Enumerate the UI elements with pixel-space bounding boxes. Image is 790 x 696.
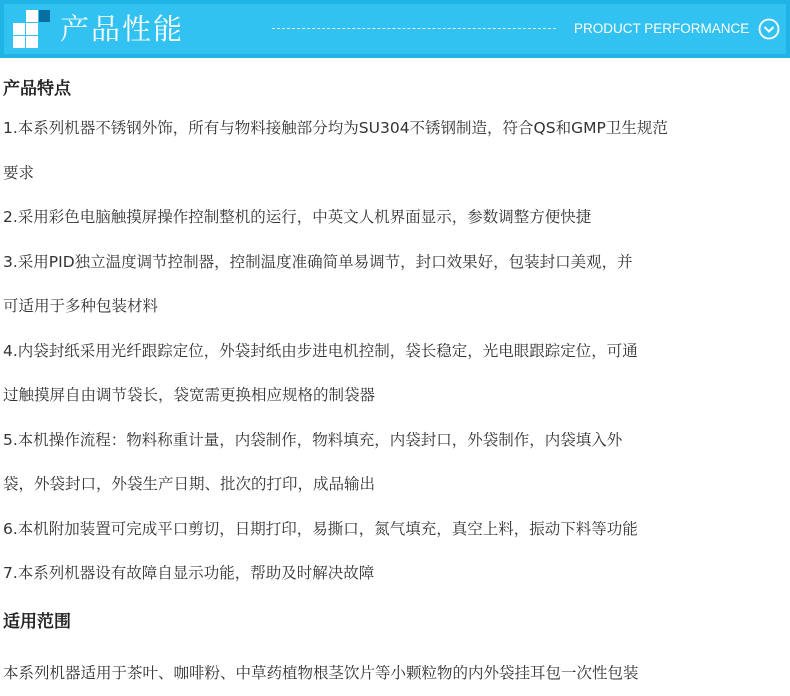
- squares-logo: [12, 10, 50, 48]
- banner-title: 产品性能: [60, 12, 185, 46]
- feature-line: 1.本系列机器不锈钢外饰，所有与物料接触部分均为SU304不锈钢制造，符合QS和GMP卫生规范: [3, 119, 668, 137]
- feature-line: 过触摸屏自由调节袋长，袋宽需更换相应规格的制袋器: [3, 386, 376, 404]
- feature-line: 可适用于多种包装材料: [3, 297, 159, 315]
- chevron-down-circle-icon[interactable]: [758, 18, 780, 40]
- content-area: [3, 72, 789, 696]
- feature-line: 5.本机操作流程：物料称重计量，内袋制作，物料填充，内袋封口，外袋制作，内袋填入外: [3, 430, 623, 449]
- feature-line: 3.采用PID独立温度调节控制器，控制温度准确简单易调节，封口效果好，包装封口美观，并: [3, 252, 633, 271]
- feature-line: 2.采用彩色电脑触摸屏操作控制整机的运行，中英文人机界面显示，参数调整方便快捷: [3, 208, 592, 226]
- scope-heading: 适用范围: [3, 611, 71, 632]
- banner-subtitle: PRODUCT PERFORMANCE: [574, 21, 750, 36]
- feature-line: 要求: [3, 163, 35, 182]
- section-banner: [0, 0, 790, 58]
- feature-line: 袋，外袋封口，外袋生产日期、批次的打印，成品输出: [3, 475, 376, 493]
- feature-line: 4.内袋封纸采用光纤跟踪定位，外袋封纸由步进电机控制，袋长稳定，光电眼跟踪定位，可通: [3, 341, 638, 360]
- scope-text: 本系列机器适用于茶叶、咖啡粉、中草药植物根茎饮片等小颗粒物的内外袋挂耳包一次性包装: [3, 663, 639, 682]
- features-heading: 产品特点: [3, 79, 71, 99]
- banner-divider: [272, 28, 556, 29]
- feature-line: 6.本机附加装置可完成平口剪切，日期打印，易撕口，氮气填充，真空上料，振动下料等功能: [3, 519, 638, 538]
- feature-line: 7.本系列机器设有故障自显示功能，帮助及时解决故障: [3, 564, 375, 582]
